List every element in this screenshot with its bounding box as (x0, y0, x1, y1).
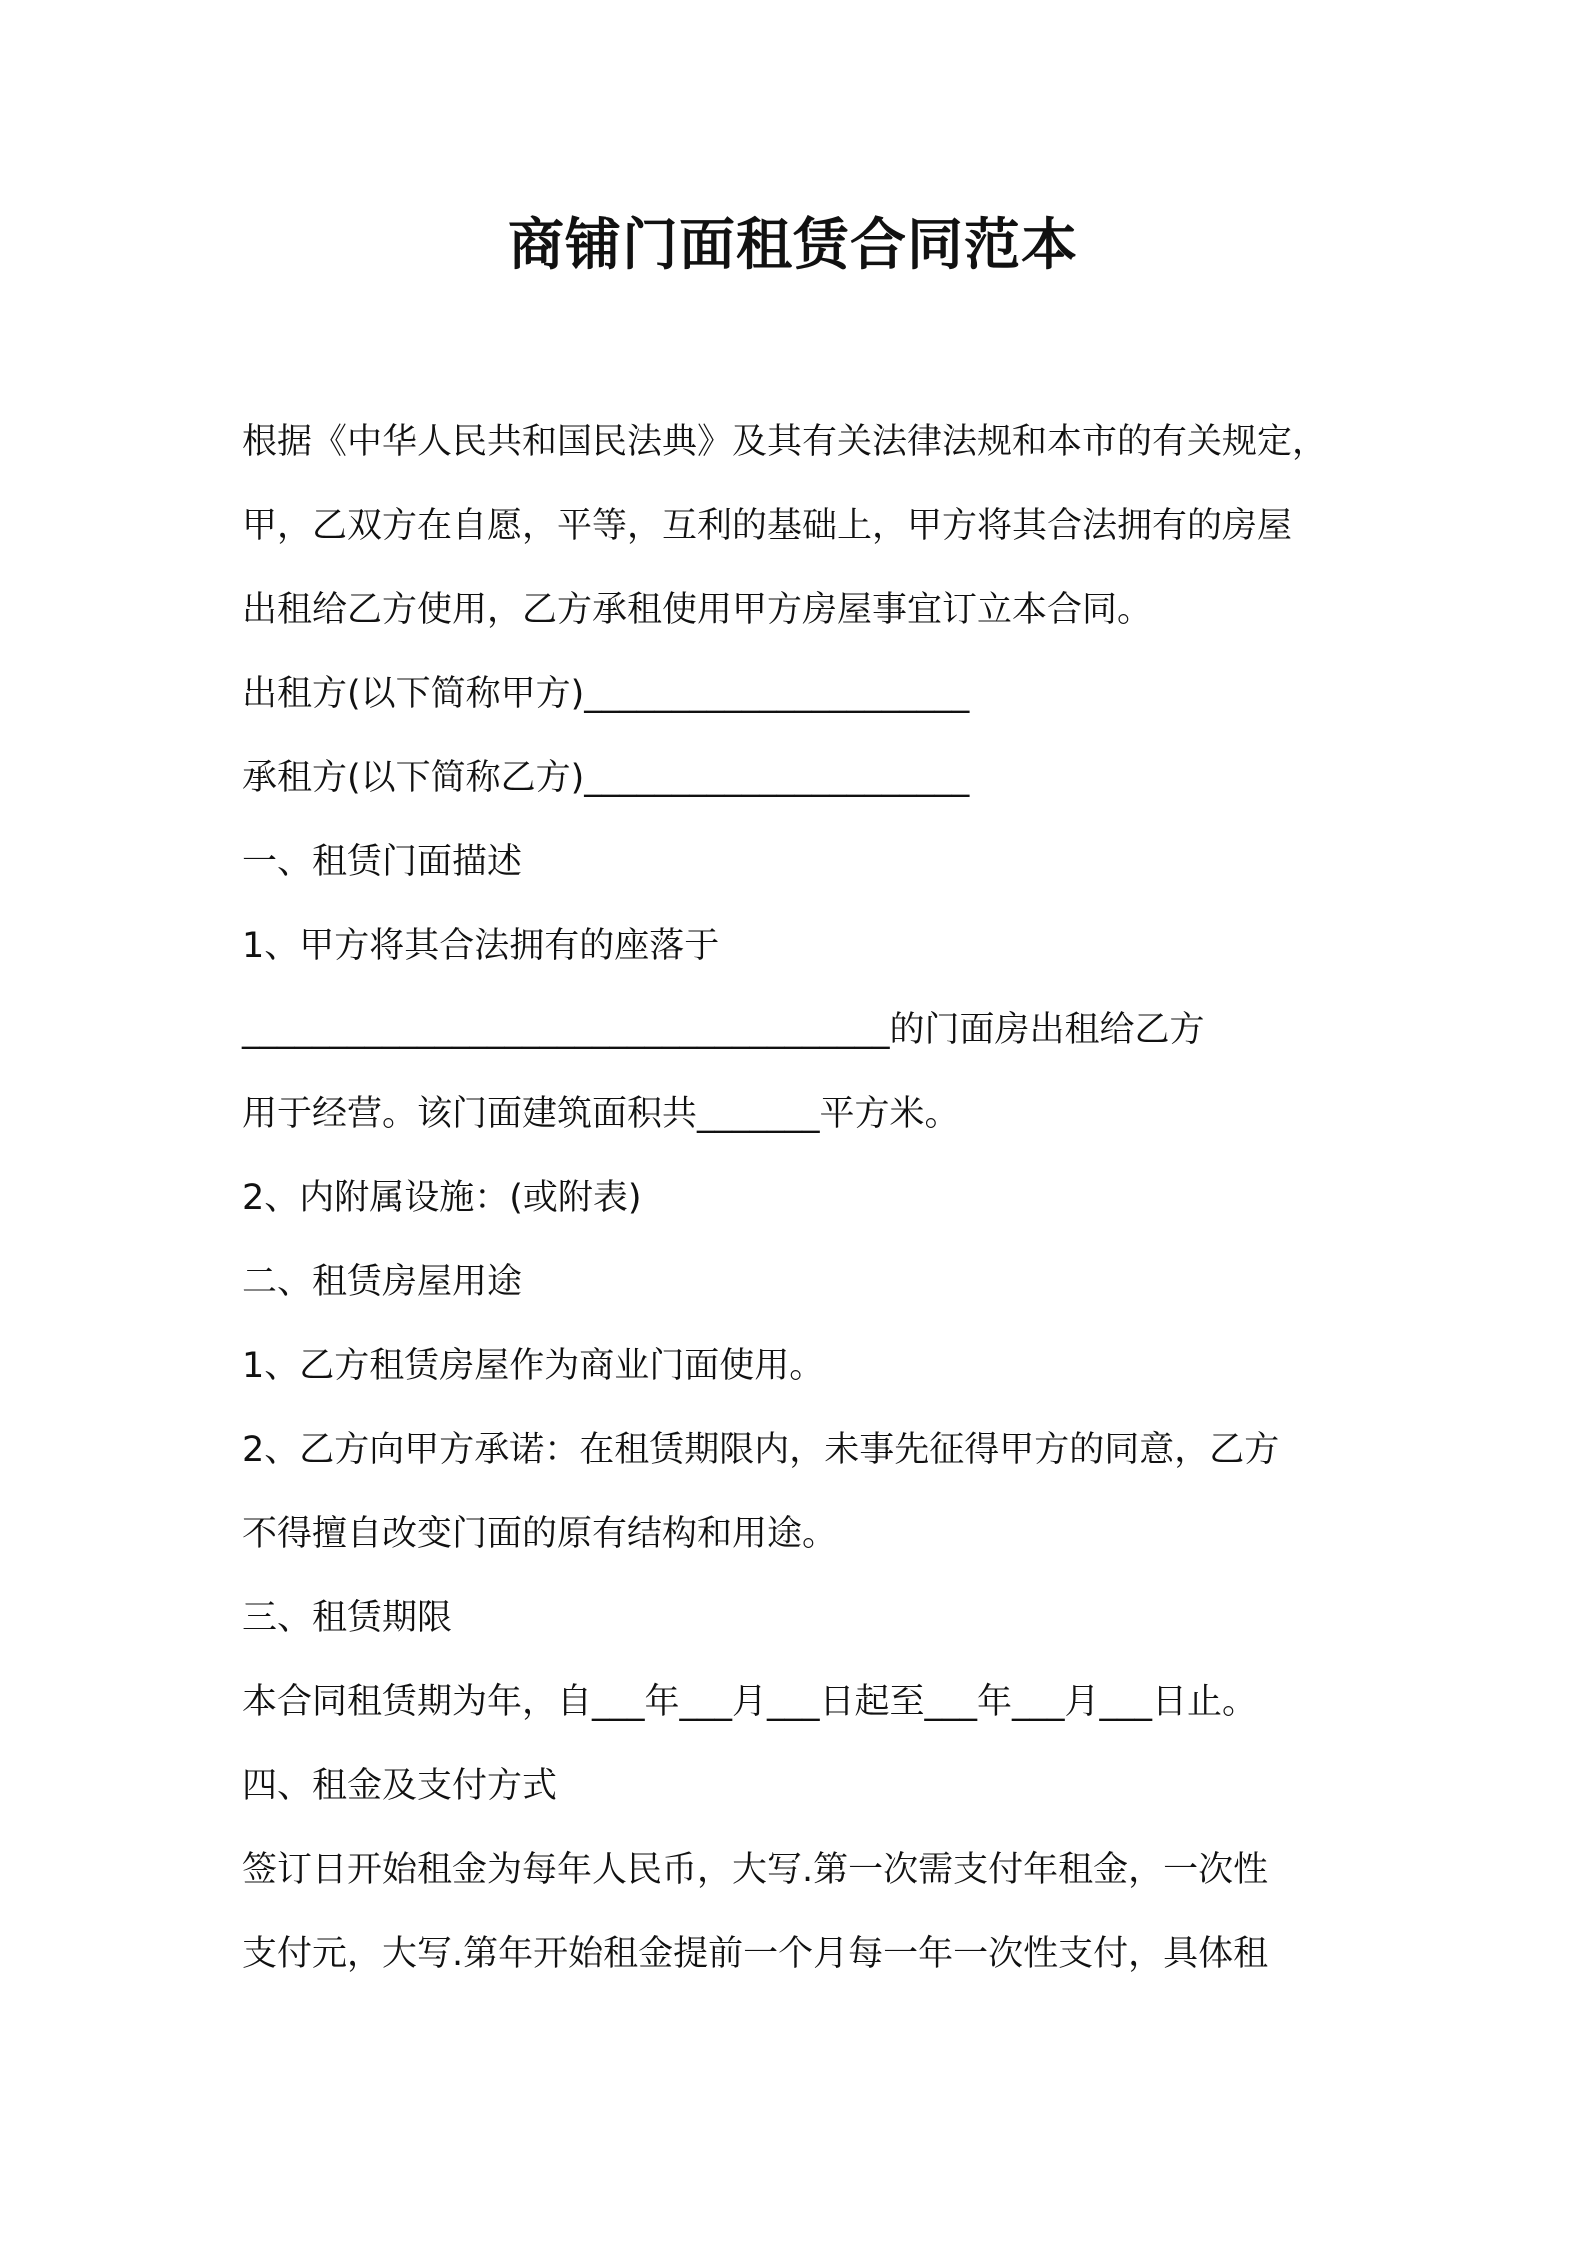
clause-2-2-cont: 不得擅自改变门面的原有结构和用途。 (242, 1514, 838, 1554)
document-title: 商铺门面租赁合同范本 (508, 213, 1078, 278)
clause-1-1-blank: _____________________________________的门面房出租给乙方 (242, 1010, 1205, 1050)
document-body (242, 400, 1362, 1996)
section-heading-2: 二、租赁房屋用途 (242, 1262, 523, 1302)
section-heading-1: 一、租赁门面描述 (242, 842, 523, 882)
clause-4-line-2: 支付元，大写.第年开始租金提前一个月每一年一次性支付，具体租 (242, 1934, 1269, 1974)
clause-1-1-area: 用于经营。该门面建筑面积共_______平方米。 (242, 1094, 960, 1134)
lessor-line: 出租方(以下简称甲方)______________________ (242, 674, 970, 714)
clause-1-2: 2、内附属设施：(或附表) (242, 1178, 642, 1218)
paragraph-line-3: 出租给乙方使用，乙方承租使用甲方房屋事宜订立本合同。 (242, 590, 1153, 630)
paragraph-line-2: 甲，乙双方在自愿，平等，互利的基础上，甲方将其合法拥有的房屋 (242, 506, 1293, 546)
section-heading-3: 三、租赁期限 (242, 1598, 453, 1638)
clause-1-1: 1、甲方将其合法拥有的座落于 (242, 926, 720, 966)
clause-3-term: 本合同租赁期为年，自___年___月___日起至___年___月___日止。 (242, 1682, 1258, 1722)
section-heading-4: 四、租金及支付方式 (242, 1766, 558, 1806)
clause-2-2: 2、乙方向甲方承诺：在租赁期限内，未事先征得甲方的同意，乙方 (242, 1430, 1280, 1470)
paragraph-line-1: 根据《中华人民共和国民法典》及其有关法律法规和本市的有关规定， (242, 422, 1328, 462)
clause-2-1: 1、乙方租赁房屋作为商业门面使用。 (242, 1346, 825, 1386)
clause-4-line-1: 签订日开始租金为每年人民币，大写.第一次需支付年租金，一次性 (242, 1850, 1269, 1890)
lessee-line: 承租方(以下简称乙方)______________________ (242, 758, 970, 798)
